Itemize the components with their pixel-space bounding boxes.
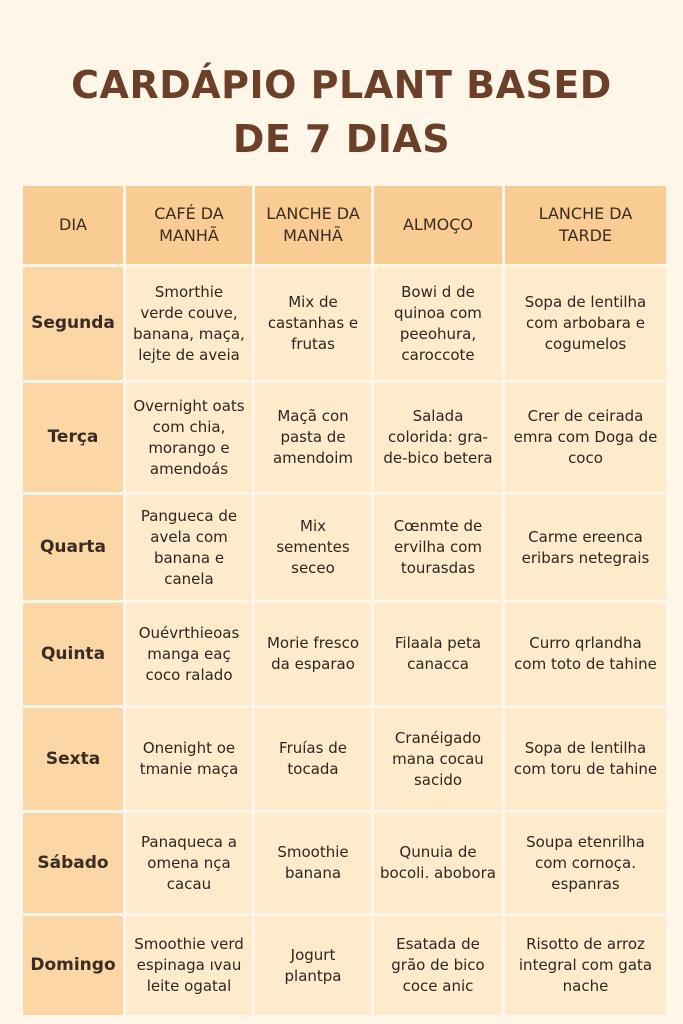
page-title xyxy=(0,58,683,166)
lunch-cell: Bowi d de quinoa com peeohura, caroccote xyxy=(374,267,502,380)
table-row xyxy=(23,495,666,600)
afternoon-snack-cell: Sopa de lentilha com toru de tahine xyxy=(505,708,666,810)
page-title-line-1: CARDÁPIO PLANT BASED xyxy=(71,63,612,107)
afternoon-snack-cell: Sopa de lentilha com arbobara e cogumelos xyxy=(505,267,666,380)
table-row xyxy=(23,383,666,492)
table-row xyxy=(23,603,666,705)
lunch-cell: Esatada de grão de bico coce anic xyxy=(374,916,502,1015)
table-row xyxy=(23,813,666,913)
lunch-cell: Cranéigado mana cocau sacido xyxy=(374,708,502,810)
morning-snack-cell: Morie fresco da esparao xyxy=(255,603,371,705)
header-afternoon-snack: LANCHE DA TARDE xyxy=(505,186,666,264)
table-row xyxy=(23,708,666,810)
afternoon-snack-cell: Risotto de arroz integral com gata nache xyxy=(505,916,666,1015)
day-cell: Terça xyxy=(23,383,123,492)
page-title-line-2: DE 7 DIAS xyxy=(232,117,451,161)
lunch-cell: Cœnmte de ervilha com tourasdas xyxy=(374,495,502,600)
breakfast-cell: Pangueca de avela com banana e canela xyxy=(126,495,252,600)
day-cell: Sábado xyxy=(23,813,123,913)
afternoon-snack-cell: Crer de ceirada emra com Doga de coco xyxy=(505,383,666,492)
lunch-cell: Salada colorida: gra-de-bico betera xyxy=(374,383,502,492)
day-cell: Sexta xyxy=(23,708,123,810)
morning-snack-cell: Smoothie banana xyxy=(255,813,371,913)
header-lunch: ALMOÇO xyxy=(374,186,502,264)
header-breakfast: CAFÉ DA MANHÃ xyxy=(126,186,252,264)
lunch-cell: Filaala peta canacca xyxy=(374,603,502,705)
day-cell: Quinta xyxy=(23,603,123,705)
day-cell: Quarta xyxy=(23,495,123,600)
morning-snack-cell: Maçã con pasta de amendoim xyxy=(255,383,371,492)
morning-snack-cell: Mix de castanhas e frutas xyxy=(255,267,371,380)
day-cell: Domingo xyxy=(23,916,123,1015)
table-row xyxy=(23,916,666,1015)
afternoon-snack-cell: Soupa etenrilha com cornoça. espanras xyxy=(505,813,666,913)
breakfast-cell: Panaqueca a omena nça cacau xyxy=(126,813,252,913)
header-day: DIA xyxy=(23,186,123,264)
afternoon-snack-cell: Carme ereenca eribars netegrais xyxy=(505,495,666,600)
day-cell: Segunda xyxy=(23,267,123,380)
table-header-row xyxy=(23,186,666,264)
table-row xyxy=(23,267,666,380)
breakfast-cell: Overnight oats com chia, morango e amendoás xyxy=(126,383,252,492)
morning-snack-cell: Jogurt plantpa xyxy=(255,916,371,1015)
lunch-cell: Qunuia de bocoli. abobora xyxy=(374,813,502,913)
morning-snack-cell: Fruías de tocada xyxy=(255,708,371,810)
afternoon-snack-cell: Curro qrlandha com toto de tahine xyxy=(505,603,666,705)
morning-snack-cell: Mix sementes seceo xyxy=(255,495,371,600)
header-morning-snack: LANCHE DA MANHÃ xyxy=(255,186,371,264)
breakfast-cell: Onenight oe tmanie maça xyxy=(126,708,252,810)
breakfast-cell: Ouévrthieoas manga eaç coco ralado xyxy=(126,603,252,705)
breakfast-cell: Smoothie verd espinaga ıvau leite ogatal xyxy=(126,916,252,1015)
meal-plan-table xyxy=(20,183,669,1018)
breakfast-cell: Smorthie verde couve, banana, maça, lejte de aveia xyxy=(126,267,252,380)
